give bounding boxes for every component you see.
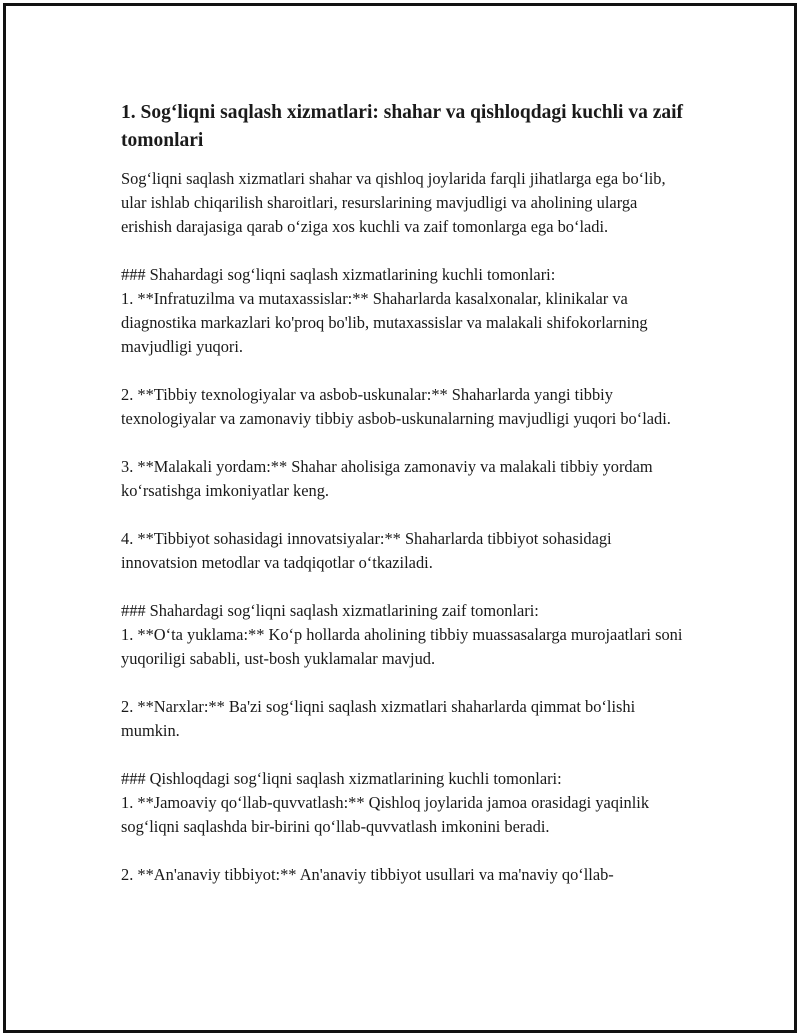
page-frame bbox=[3, 3, 797, 1033]
section1-item-1: 1. **Infratuzilma va mutaxassislar:** Shaharlarda kasalxonalar, klinikalar va diagnostika markazlari ko'proq bo'lib, mutaxassislar va malakali shifokorlarning mavjudligi yuqori. bbox=[121, 289, 648, 356]
spacer bbox=[121, 743, 691, 767]
section2-item-2: 2. **Narxlar:** Ba'zi sog‘liqni saqlash xizmatlari shaharlarda qimmat bo‘lishi mumkin. bbox=[121, 697, 636, 740]
section1-item-4: 4. **Tibbiyot sohasidagi innovatsiyalar:** Shaharlarda tibbiyot sohasidagi innovatsion metodlar va tadqiqotlar o‘tkaziladi. bbox=[121, 529, 612, 572]
document-body bbox=[121, 99, 691, 887]
section3-item-2: 2. **An'anaviy tibbiyot:** An'anaviy tibbiyot usullari va ma'naviy qo‘llab- bbox=[121, 865, 614, 884]
spacer bbox=[121, 359, 691, 383]
section1-heading: ### Shahardagi sog‘liqni saqlash xizmatlarining kuchli tomonlari: bbox=[121, 265, 556, 284]
intro-paragraph: Sog‘liqni saqlash xizmatlari shahar va qishloq joylarida farqli jihatlarga ega bo‘lib, ular ishlab chiqarilish sharoitlari, resurslarining mavjudligi va aholining ularga erishish darajasiga qarab o‘ziga xos kuchli va zaif tomonlarga ega bo‘ladi. bbox=[121, 169, 666, 236]
section2-item-1: 1. **O‘ta yuklama:** Ko‘p hollarda aholining tibbiy muassasalarga murojaatlari soni yuqoriligi sababli, ust-bosh yuklamalar mavjud. bbox=[121, 625, 683, 668]
spacer bbox=[121, 503, 691, 527]
section3-item-1: 1. **Jamoaviy qo‘llab-quvvatlash:** Qishloq joylarida jamoa orasidagi yaqinlik sog‘liqni saqlashda bir-birini qo‘llab-quvvatlash imkonini beradi. bbox=[121, 793, 650, 836]
section1-item-3: 3. **Malakali yordam:** Shahar aholisiga zamonaviy va malakali tibbiy yordam ko‘rsatishga imkoniyatlar keng. bbox=[121, 457, 653, 500]
spacer bbox=[121, 239, 691, 263]
document-title: 1. Sog‘liqni saqlash xizmatlari: shahar va qishloqdagi kuchli va zaif tomonlari bbox=[121, 102, 684, 151]
spacer bbox=[121, 671, 691, 695]
section2-heading: ### Shahardagi sog‘liqni saqlash xizmatlarining zaif tomonlari: bbox=[121, 601, 539, 620]
spacer bbox=[121, 839, 691, 863]
spacer bbox=[121, 575, 691, 599]
section1-item-2: 2. **Tibbiy texnologiyalar va asbob-uskunalar:** Shaharlarda yangi tibbiy texnologiyalar va zamonaviy tibbiy asbob-uskunalarning mavjudligi yuqori bo‘ladi. bbox=[121, 385, 671, 428]
section3-heading: ### Qishloqdagi sog‘liqni saqlash xizmatlarining kuchli tomonlari: bbox=[121, 769, 562, 788]
spacer bbox=[121, 431, 691, 455]
